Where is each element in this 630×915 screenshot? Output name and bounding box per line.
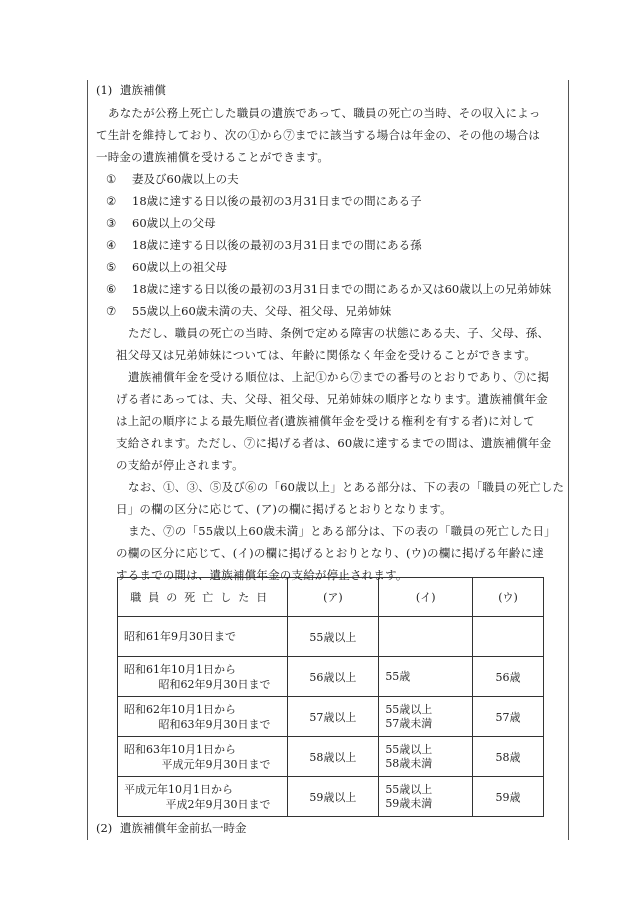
intro-line: あなたが公務上死亡した職員の遺族であって、職員の死亡の当時、その収入によっ xyxy=(108,106,541,120)
list-item: ④ 18歳に達する日以後の最初の3月31日までの間にある孫 xyxy=(106,238,422,252)
section-2-number: (2) xyxy=(96,821,113,835)
death-date-cell: 昭和61年10月1日から 昭和62年9月30日まで xyxy=(118,657,288,697)
header-c: (ウ) xyxy=(473,578,544,617)
header-b: (イ) xyxy=(379,578,473,617)
section-1-number: (1) xyxy=(96,83,113,97)
header-death-date: 職員の死亡した日 xyxy=(118,578,288,617)
list-item: ③ 60歳以上の父母 xyxy=(106,216,216,230)
intro-line: 一時金の遺族補償を受けることができます。 xyxy=(96,150,330,164)
death-date-cell: 平成元年10月1日から 平成2年9月30日まで xyxy=(118,777,288,817)
table-row: 昭和62年10月1日から 昭和63年9月30日まで 57歳以上 55歳以上 57歳未満 57歳 xyxy=(118,697,544,737)
header-a: (ア) xyxy=(287,578,379,617)
death-date-cell: 昭和63年10月1日から 平成元年9月30日まで xyxy=(118,737,288,777)
death-date-cell: 昭和61年9月30日まで xyxy=(118,617,288,657)
list-item: ⑤ 60歳以上の祖父母 xyxy=(106,260,228,274)
table-header-row xyxy=(118,578,544,617)
section-1-heading xyxy=(96,82,166,98)
death-date-cell: 昭和62年10月1日から 昭和63年9月30日まで xyxy=(118,697,288,737)
table-row: 平成元年10月1日から 平成2年9月30日まで 59歳以上 55歳以上 59歳未満 59歳 xyxy=(118,777,544,817)
age-table xyxy=(117,577,544,817)
intro-paragraph xyxy=(96,102,541,168)
page-frame-right xyxy=(568,80,569,840)
table-row: 昭和63年10月1日から 平成元年9月30日まで 58歳以上 55歳以上 58歳未満 58歳 xyxy=(118,737,544,777)
page-frame-left xyxy=(87,80,88,840)
list-item: ⑥ 18歳に達する日以後の最初の3月31日までの間にあるか又は60歳以上の兄弟姉妹 xyxy=(106,282,552,296)
list-item: ⑦ 55歳以上60歳未満の夫、父母、祖父母、兄弟姉妹 xyxy=(106,304,392,318)
age55-paragraph: また、⑦の「55歳以上60歳未満」とある部分は、下の表の「職員の死亡した日」 の欄の区分に応じて、(イ)の欄に掲げるとおりとなり、(ウ)の欄に掲げる年齢に達 するまでの間は、遺族補償年金の支給が停止されます。 xyxy=(116,524,556,582)
table-row: 昭和61年10月1日から 昭和62年9月30日まで 56歳以上 55歳 56歳 xyxy=(118,657,544,697)
list-item: ① 妻及び60歳以上の夫 xyxy=(106,172,239,186)
section-2-heading xyxy=(96,820,247,836)
section-2-title: 遺族補償年金前払一時金 xyxy=(120,821,247,835)
list-item: ② 18歳に達する日以後の最初の3月31日までの間にある子 xyxy=(106,194,422,208)
intro-line: て生計を維持しており、次の①から⑦までに該当する場合は年金の、その他の場合は xyxy=(96,128,541,142)
order-paragraph: 遺族補償年金を受ける順位は、上記①から⑦までの番号のとおりであり、⑦に掲 げる者にあっては、夫、父母、祖父母、兄弟姉妹の順序となります。遺族補償年金 は上記の順序による最先順位者(遺族補償年金を受ける権利を有する者)に対して 支給されます。ただし、⑦に掲げる者は、60歳に達するまでの間は、遺族補償年金 の支給が停止されます。 xyxy=(116,370,552,472)
age60-paragraph: なお、①、③、⑤及び⑥の「60歳以上」とある部分は、下の表の「職員の死亡した 日」の欄の区分に応じて、(ア)の欄に掲げるとおりとなります。 xyxy=(116,480,565,516)
section-1-title: 遺族補償 xyxy=(120,83,166,97)
note-paragraph: ただし、職員の死亡の当時、条例で定める障害の状態にある夫、子、父母、孫、 祖父母又は兄弟姉妹については、年齢に関係なく年金を受けることができます。 xyxy=(116,326,550,362)
table-row: 昭和61年9月30日まで 55歳以上 xyxy=(118,617,544,657)
